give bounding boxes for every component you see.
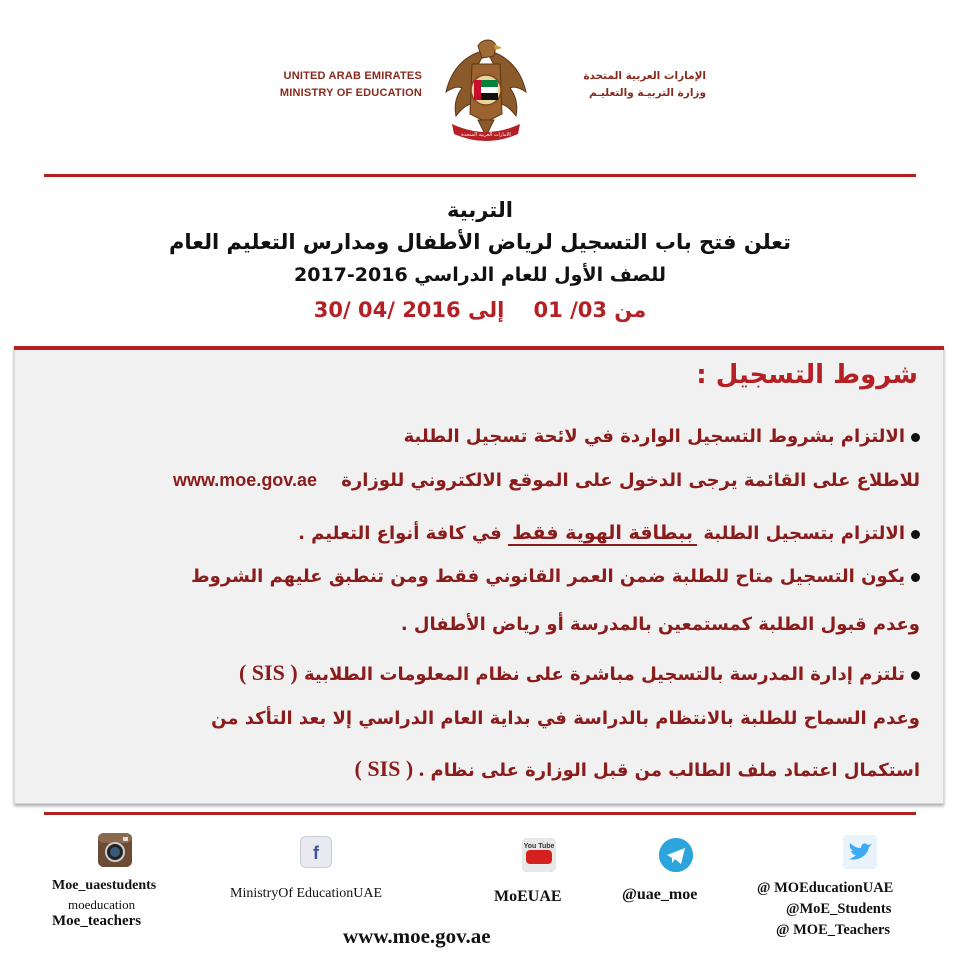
condition-4-text: تلتزم إدارة المدرسة بالتسجيل مباشرة على نظام المعلومات الطلابية — [303, 664, 905, 685]
twitter-handle-ministry[interactable]: @ MOEducationUAE — [757, 880, 894, 896]
conditions-heading: شروط التسجيل : — [696, 360, 918, 390]
header-english — [272, 68, 422, 102]
bullet-icon — [911, 433, 920, 442]
header-country-en: UNITED ARAB EMIRATES — [283, 70, 422, 82]
header-country-ar: الإمارات العربية المتحدة — [583, 70, 706, 82]
ministry-website-link[interactable]: www.moe.gov.ae — [172, 470, 318, 490]
instagram-handle-moe[interactable]: moeducation — [68, 897, 136, 912]
instagram-handle-students[interactable]: Moe_uaestudents — [52, 878, 157, 893]
top-divider — [44, 174, 916, 177]
twitter-icon[interactable] — [843, 835, 877, 869]
condition-2-text-b: في كافة أنواع التعليم . — [298, 523, 502, 544]
instagram-handle-teachers[interactable]: Moe_teachers — [52, 913, 142, 929]
telegram-handle[interactable]: @uae_moe — [622, 886, 698, 903]
footer-website-link[interactable]: www.moe.gov.ae — [343, 924, 491, 948]
youtube-icon-text: You Tube — [523, 843, 555, 850]
youtube-icon[interactable] — [522, 838, 556, 872]
date-start: 01 /03 — [533, 298, 607, 322]
condition-1 — [30, 426, 920, 447]
instagram-icon[interactable] — [98, 833, 132, 867]
condition-1-detail-text: للاطلاع على القائمة يرجى الدخول على الموقع الالكتروني للوزارة — [341, 470, 920, 491]
condition-4 — [30, 660, 920, 686]
facebook-page[interactable]: MinistryOf EducationUAE — [230, 886, 383, 901]
youtube-channel[interactable]: MoEUAE — [494, 888, 562, 905]
condition-2 — [30, 522, 920, 544]
condition-1-text: الالتزام بشروط التسجيل الواردة في لائحة تسجيل الطلبة — [403, 426, 905, 447]
title-ministry: التربية — [447, 198, 513, 222]
condition-4-detail: وعدم السماح للطلبة بالانتظام بالدراسة في بداية العام الدراسي إلا بعد التأكد من — [211, 708, 920, 729]
title-grade-year: للصف الأول للعام الدراسي 2016-2017 — [294, 264, 666, 286]
condition-3-detail: وعدم قبول الطلبة كمستمعين بالمدرسة أو رياض الأطفال . — [400, 614, 920, 635]
condition-2-text-a: الالتزام بتسجيل الطلبة — [703, 523, 905, 544]
condition-3-text: يكون التسجيل متاح للطلبة ضمن العمر القانوني فقط ومن تنطبق عليهم الشروط — [190, 566, 905, 587]
condition-1-detail — [30, 470, 920, 491]
header-ministry-en: MINISTRY OF EDUCATION — [279, 87, 422, 99]
date-end: 30/ 04/ 2016 — [313, 298, 461, 322]
emblem-ribbon-text: الامارات العربية المتحدة — [461, 132, 511, 138]
telegram-icon[interactable] — [659, 838, 693, 872]
twitter-handle-students[interactable]: @MoE_Students — [786, 901, 892, 917]
bullet-icon — [911, 573, 920, 582]
condition-4-detail-2-text: استكمال اعتماد ملف الطالب من قبل الوزارة على نظام — [430, 760, 920, 781]
svg-text:f: f — [313, 843, 319, 863]
date-from-label: من — [614, 298, 647, 322]
facebook-icon[interactable] — [300, 836, 332, 868]
header-arabic — [546, 68, 706, 102]
condition-4-sis: ( SIS ) — [238, 660, 298, 685]
condition-4-detail-2-sis: ( SIS ) . — [354, 756, 425, 781]
bullet-icon — [911, 671, 920, 680]
uae-emblem-icon — [438, 36, 534, 144]
condition-2-highlight: ببطاقة الهوية فقط — [508, 522, 697, 546]
bullet-icon — [911, 530, 920, 539]
title-announcement: تعلن فتح باب التسجيل لرياض الأطفال ومدارس التعليم العام — [168, 230, 792, 254]
bottom-divider — [44, 812, 916, 815]
condition-4-detail-2 — [30, 756, 920, 782]
date-to-label: إلى — [467, 298, 505, 322]
twitter-handle-teachers[interactable]: @ MOE_Teachers — [776, 922, 891, 938]
header-ministry-ar: وزارة التربيـة والتعليـم — [589, 87, 706, 99]
condition-3 — [30, 566, 920, 587]
conditions-panel-top-border — [14, 346, 944, 350]
title-dates — [100, 298, 860, 322]
